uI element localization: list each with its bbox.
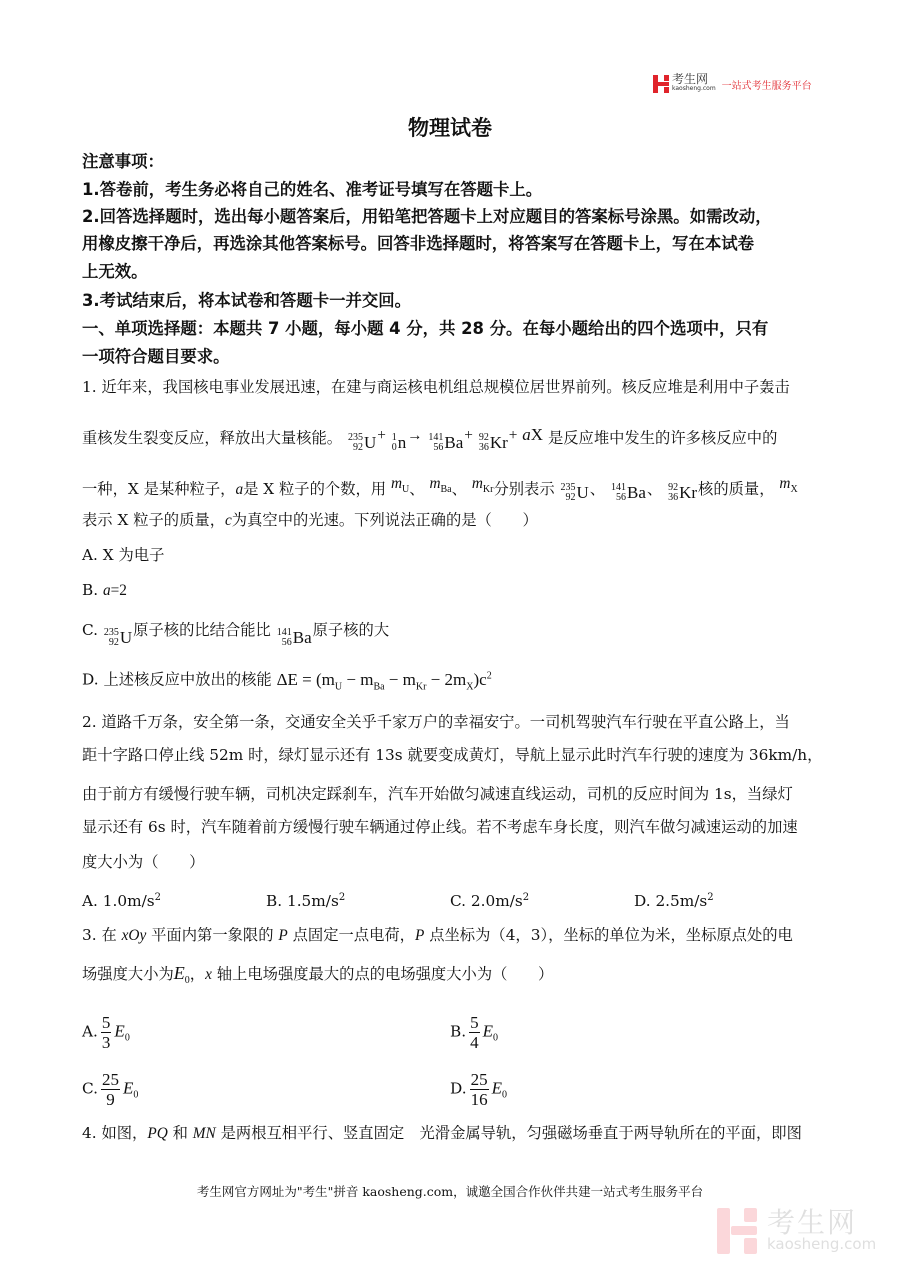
q1-option-a: A. X 为电子 <box>82 546 165 564</box>
logo-slogan: 一站式考生服务平台 <box>721 80 812 92</box>
q1-line: 1. 近年来，我国核电事业发展迅速，在建与商运核电机组总规模位居世界前列。核反应堆是利用中子轰击 <box>82 378 790 396</box>
kaosheng-watermark-icon <box>717 1208 757 1254</box>
notice-line: 用橡皮擦干净后，再选涂其他答案标号。回答非选择题时，将答案写在答题卡上，写在本试卷 <box>82 234 755 253</box>
q2-option-a: A. $1.0m/s^2$ <box>82 892 161 911</box>
q3-line: 3. 在 xOy 平面内第一象限的 P 点固定一点电荷，P 点坐标为（4，3），坐标的单位为米，坐标原点处的电 <box>82 926 793 944</box>
q3-option-b: B. $\frac{5}{4}$ $E_0$ <box>450 1013 498 1052</box>
nuclear-equation: 235 92 U + 1 0 n → 141 56 Ba + 92 36 Kr + aX <box>347 425 544 453</box>
header-logo <box>653 74 812 94</box>
page-title: 物理试卷 <box>408 116 492 140</box>
notice-heading: 注意事项： <box>82 152 164 171</box>
q3-option-d: D. $\frac{25}{16}$ $E_0$ <box>450 1070 507 1109</box>
notice-line: 1.答卷前，考生务必将自己的姓名、准考证号填写在答题卡上。 <box>82 180 543 199</box>
kaosheng-logo-icon <box>653 75 669 93</box>
q3-option-c: C. $\frac{25}{9}$ $E_0$ <box>82 1070 139 1109</box>
q2-line: 显示还有 6s 时，汽车随着前方缓慢行驶车辆通过停止线。若不考虑车身长度，则汽车做匀减速运动的加速 <box>82 818 798 836</box>
q1-line: 表示 X 粒子的质量，c为真空中的光速。下列说法正确的是（ ） <box>82 511 538 529</box>
q1-option-c: C. 235 92 U 原子核的比结合能比 141 56 Ba 原子核的大 <box>82 621 390 648</box>
footer: 考生网官方网址为"考生"拼音 kaosheng.com，诚邀全国合作伙伴共建一站式考生服务平台 <box>196 1184 704 1199</box>
q2-line: 2. 道路千万条，安全第一条，交通安全关乎千家万户的幸福安宁。一司机驾驶汽车行驶在平直公路上，当 <box>82 713 790 731</box>
q2-option-d: D. $2.5m/s^2$ <box>634 892 714 911</box>
q2-option-b: B. $1.5m/s^2$ <box>266 892 346 911</box>
q1-option-d: D. 上述核反应中放出的核能 $\Delta E = (m_U - m_{Ba} - m_{Kr} - 2m_X)c^2$ <box>82 669 492 693</box>
notice-line: 3.考试结束后，将本试卷和答题卡一并交回。 <box>82 291 412 310</box>
q2-line: 度大小为（ ） <box>82 853 205 871</box>
q3-option-a: A. $\frac{5}{3}$ $E_0$ <box>82 1013 130 1052</box>
q4-line: 4. 如图，PQ 和 MN 是两根互相平行、竖直固定 光滑金属导轨，匀强磁场垂直于两导轨所在的平面，即图 <box>82 1124 802 1142</box>
q2-option-c: C. $2.0m/s^2$ <box>450 892 530 911</box>
watermark-cn: 考生网 <box>767 1206 858 1239</box>
q1-line: 一种，X 是某种粒子，a是 X 粒子的个数，用 $m_U$、 $m_{Ba}$、 $m_{Kr}$分别表示 235 92 U 、 141 56 Ba 、 92 36 Kr 核的质量， $m_X$ <box>82 475 798 503</box>
section-heading: 一项符合题目要求。 <box>82 347 230 366</box>
notice-line: 2.回答选择题时，选出每小题答案后，用铅笔把答题卡上对应题目的答案标号涂黑。如需改动， <box>82 207 772 226</box>
notice-line: 上无效。 <box>82 262 148 281</box>
logo-cn: 考生网 <box>672 72 709 86</box>
q2-line: 距十字路口停止线 52m 时，绿灯显示还有 13s 就要变成黄灯，导航上显示此时汽车行驶的速度为 36km/h， <box>82 746 823 764</box>
q2-line: 由于前方有缓慢行驶车辆，司机决定踩刹车，汽车开始做匀减速直线运动，司机的反应时间为 1s，当绿灯 <box>82 785 793 803</box>
q1-line <box>82 425 777 453</box>
q1-option-b: B. a=2 <box>82 581 127 599</box>
section-heading: 一、单项选择题：本题共 7 小题，每小题 4 分，共 28 分。在每小题给出的四个选项中，只有 <box>82 319 769 338</box>
watermark <box>717 1208 876 1254</box>
logo-en: kaosheng.com <box>672 85 716 92</box>
watermark-en: kaosheng.com <box>767 1235 877 1253</box>
q1-text: 重核发生裂变反应，释放出大量核能。 <box>82 429 343 447</box>
q1-text: 是反应堆中发生的许多核反应中的 <box>547 429 778 447</box>
q3-line: 场强度大小为$E_0$，x 轴上电场强度最大的点的电场强度大小为（ ） <box>82 963 554 987</box>
